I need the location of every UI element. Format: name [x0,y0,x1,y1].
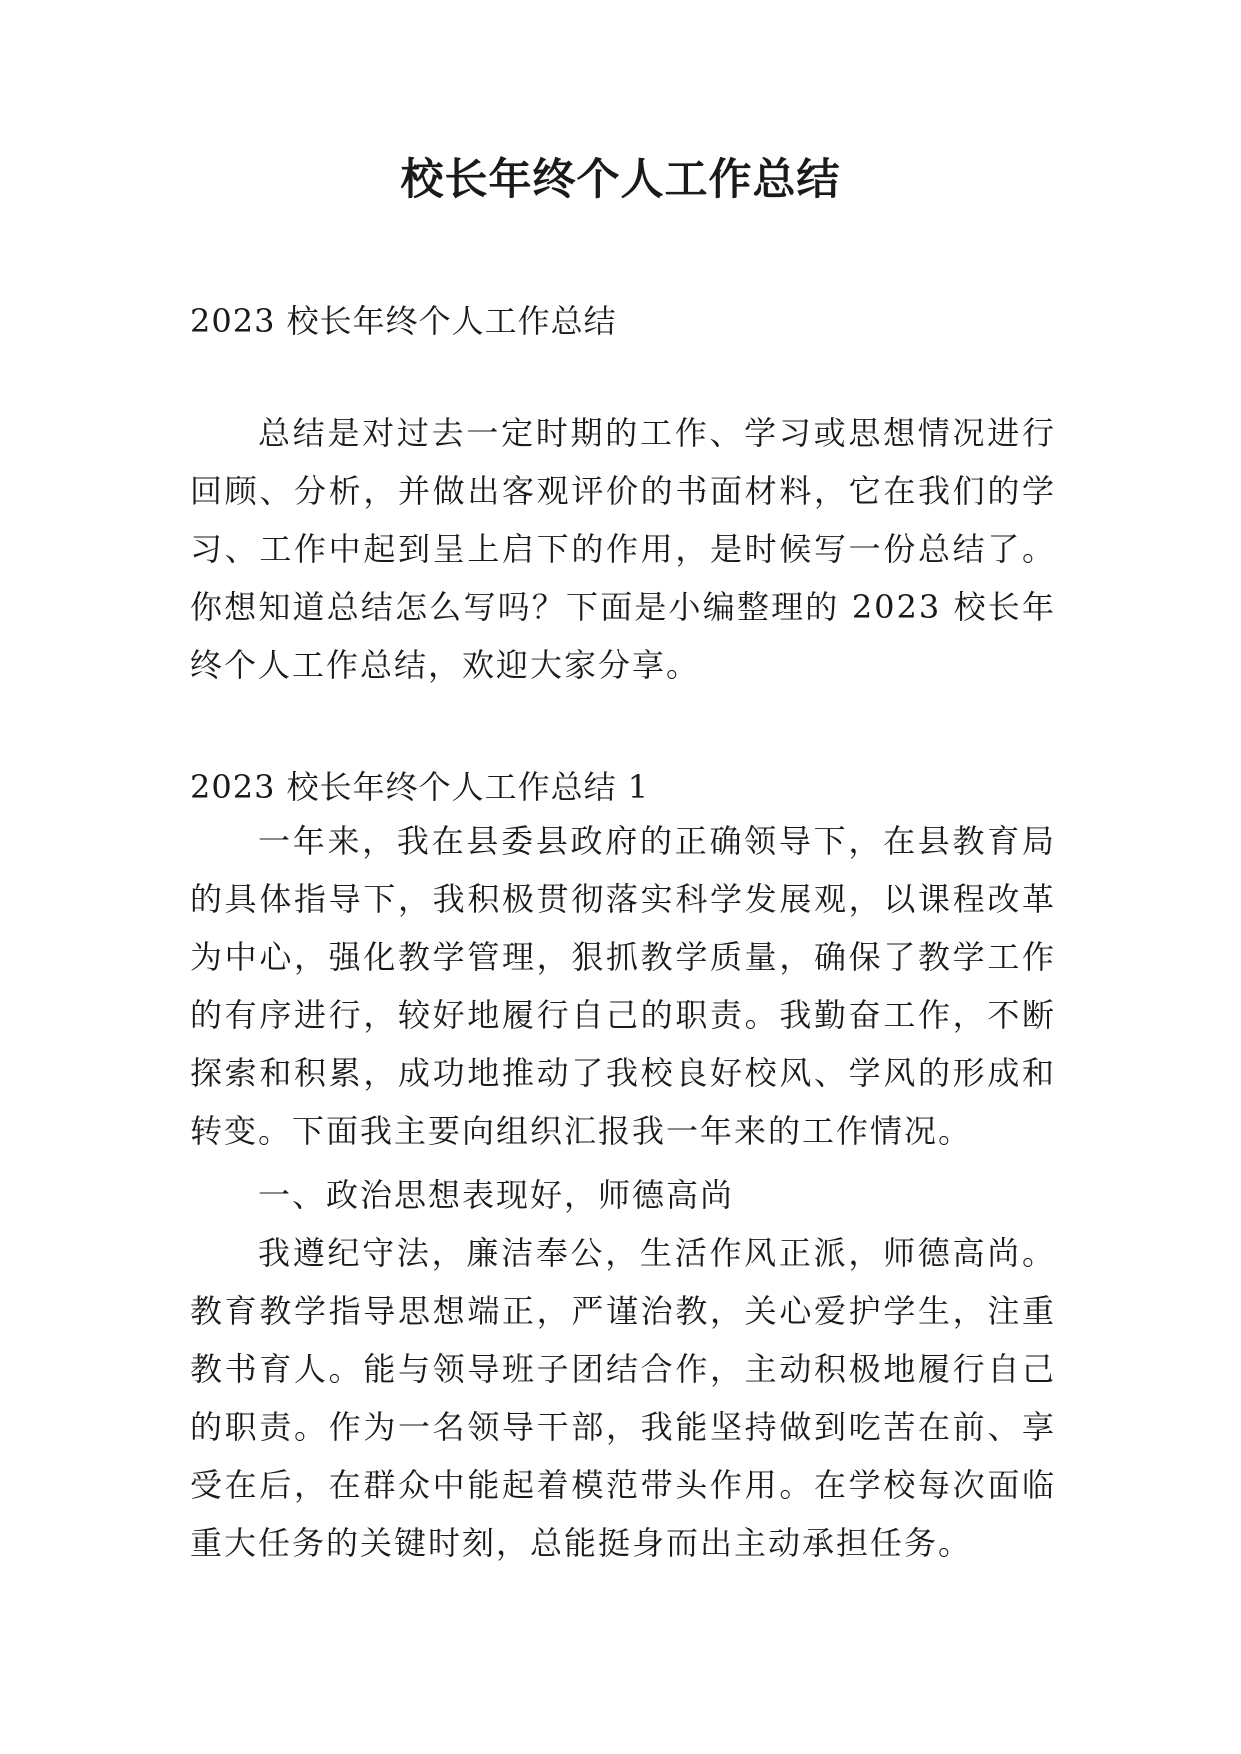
intro-paragraph: 总结是对过去一定时期的工作、学习或思想情况进行回顾、分析，并做出客观评价的书面材料，它在我们的学习、工作中起到呈上启下的作用，是时候写一份总结了。你想知道总结怎么写吗？下面是小编整理的 2023 校长年终个人工作总结，欢迎大家分享。 [190,414,1056,684]
subsection-heading-1: 一、政治思想表现好，师德高尚 [258,1176,735,1214]
body-paragraph-2: 我遵纪守法，廉洁奉公，生活作风正派，师德高尚。教育教学指导思想端正，严谨治教，关心爱护学生，注重教书育人。能与领导班子团结合作，主动积极地履行自己的职责。作为一名领导干部，我能坚持做到吃苦在前、享受在后，在群众中能起着模范带头作用。在学校每次面临重大任务的关键时刻，总能挺身而出主动承担任务。 [190,1234,1056,1562]
body-paragraph-1: 一年来，我在县委县政府的正确领导下，在县教育局的具体指导下，我积极贯彻落实科学发展观，以课程改革为中心，强化教学管理，狠抓教学质量，确保了教学工作的有序进行，较好地履行自己的职责。我勤奋工作，不断探索和积累，成功地推动了我校良好校风、学风的形成和转变。下面我主要向组织汇报我一年来的工作情况。 [190,822,1056,1150]
section-heading: 2023 校长年终个人工作总结 1 [190,768,650,806]
document-title: 校长年终个人工作总结 [400,155,841,205]
document-subtitle: 2023 校长年终个人工作总结 [190,302,617,340]
